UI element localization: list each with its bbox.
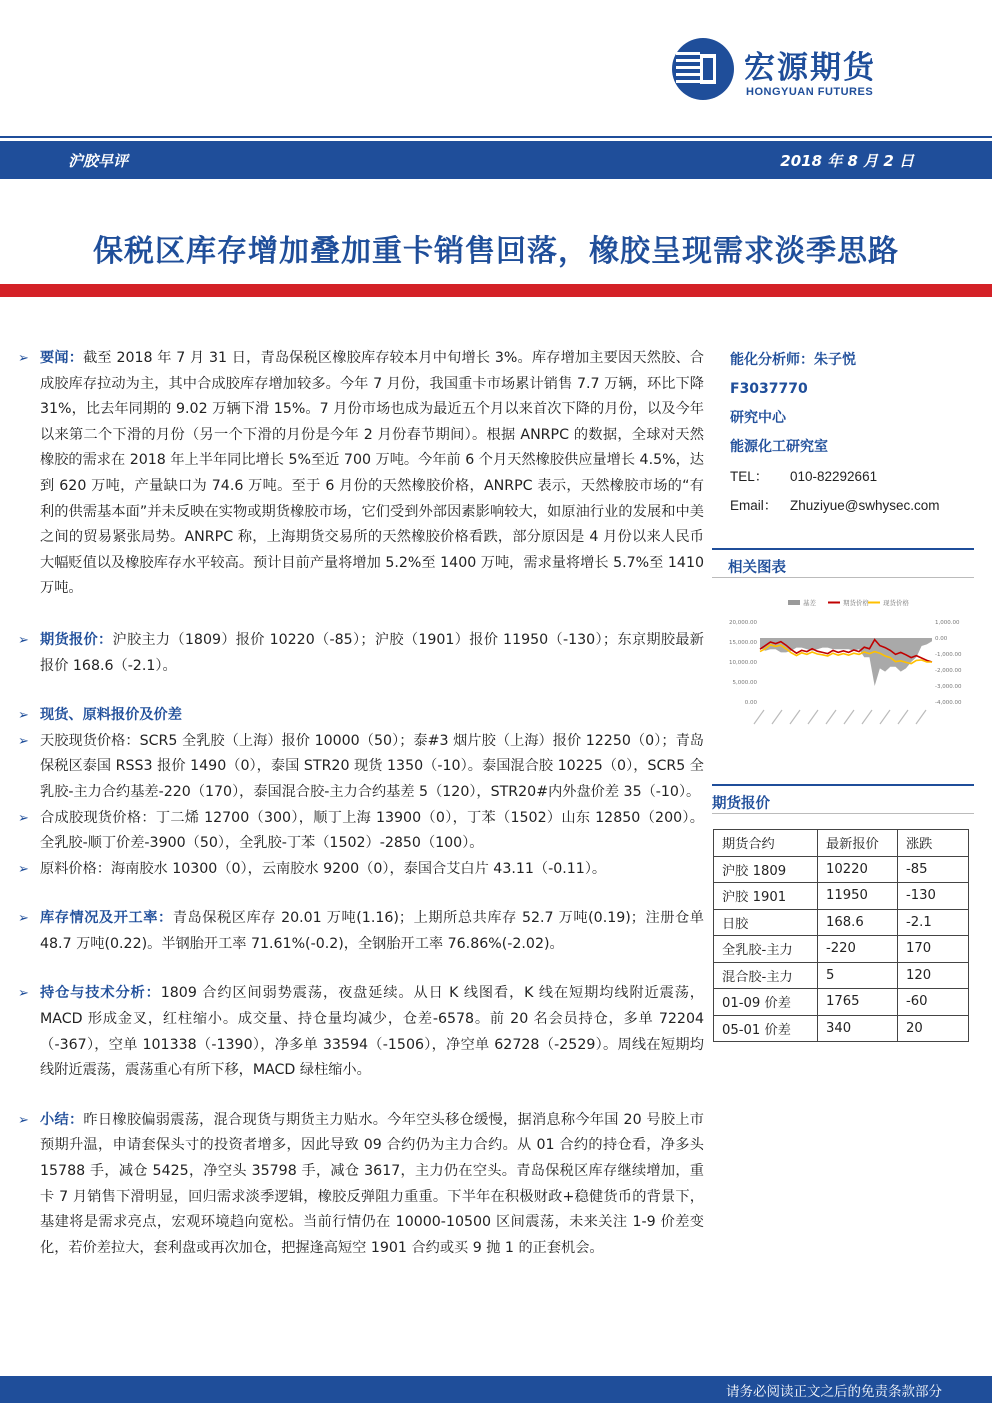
email-key: Email： (730, 498, 778, 513)
table-cell: 01-09 价差 (714, 989, 818, 1016)
y-right-tick-label: -3,000.00 (935, 684, 962, 690)
x-tick-mark (754, 710, 764, 724)
bullet-arrow-icon: ➢ (18, 733, 29, 749)
futures-section (18, 628, 704, 679)
table-cell: -60 (898, 989, 969, 1016)
main-content (18, 346, 704, 1281)
report-category: 沪胶早评 (68, 152, 129, 170)
quotes-heading (712, 784, 974, 814)
table-row (714, 1015, 969, 1042)
x-tick-mark (790, 710, 800, 724)
footer-band (0, 1376, 992, 1403)
table-cell: 日胶 (714, 909, 818, 936)
spot-item-text: 原料价格：海南胶水 10300（0），云南胶水 9200（0），泰国合艾白片 43.11（-0.11）。 (40, 860, 607, 877)
footer-disclaimer: 请务必阅读正文之后的免责条款部分 (726, 1384, 942, 1400)
analyst-info (730, 346, 992, 520)
table-header-cell: 涨跌 (898, 830, 969, 857)
basis-price-chart (718, 592, 980, 764)
y-left-tick-label: 10,000.00 (729, 660, 757, 666)
legend-label: 现货价格 (883, 599, 909, 607)
inventory-text: 青岛保税区库存 20.01 万吨(1.16)；上期所总共库存 52.7 万吨(0.19)；注册仓单 48.7 万吨(0.22)。半钢胎开工率 71.61%(-0.2)，全钢胎开工率 76.86%(-2.02)。 (40, 910, 704, 952)
x-tick-mark (898, 710, 908, 724)
table-row (714, 909, 969, 936)
header-thin-rule (0, 136, 992, 138)
x-tick-mark (844, 710, 854, 724)
y-right-tick-label: 0.00 (935, 636, 948, 642)
y-left-tick-label: 5,000.00 (732, 680, 757, 686)
table-cell: 120 (898, 962, 969, 989)
table-cell: 168.6 (818, 909, 898, 936)
heading-underline (712, 577, 974, 578)
company-logo (670, 36, 920, 108)
spot-item-natural (18, 729, 704, 806)
tel-value: 010-82292661 (790, 469, 878, 484)
table-cell: 沪胶 1901 (714, 883, 818, 910)
y-left-tick-label: 15,000.00 (729, 640, 757, 646)
table-cell: 340 (818, 1015, 898, 1042)
table-cell: 沪胶 1809 (714, 856, 818, 883)
department-energy-chem: 能源化工研究室 (730, 439, 828, 455)
x-tick-mark (808, 710, 818, 724)
position-text: 1809 合约区间弱势震荡，夜盘延续。从日 K 线图看，K 线在短期均线附近震荡，MACD 形成金叉，红柱缩小。成交量、持仓量均减少，仓差-6578。前 20 名会员持仓，多单 72204（-367），空单 101338（-1390），净多单 33594（-1506），净空单 62728（-2529）。周线在短期均线附近震荡，震荡重心有所下移，MACD 绿柱缩小。 (40, 985, 704, 1079)
table-cell: 170 (898, 936, 969, 963)
heading-underline (712, 813, 974, 814)
spot-item-text: 天胶现货价格：SCR5 全乳胶（上海）报价 10000（50）；泰#3 烟片胶（上海）报价 12250（0）；青岛保税区泰国 RSS3 报价 1490（0），泰国 STR20 现货 1350（-10）。泰国混合胶 10225（0），SCR5 全乳胶-主力合约基差-220（170），泰国混合胶-主力合约基差 5（120），STR20#内外盘价差 35（-10）。 (40, 732, 704, 800)
news-text: 截至 2018 年 7 月 31 日，青岛保税区橡胶库存较本月中旬增长 3%。库存增加主要因天然胶、合成胶库存拉动为主，其中合成胶库存增加较多。今年 7 月份，我国重卡市场累计销售 7.7 万辆，环比下降 31%，比去年同期的 9.02 万辆下滑 15%。7 月份市场也成为最近五个月以来首次下降的月份，以及今年以来第二个下滑的月份（另一个下滑的月份是今年 2 月份春节期间）。根据 ANRPC 的数据，全球对天然橡胶的需求在 2018 年上半年同比增长 5%至近 700 万吨。今年前 6 个月天然橡胶供应量增长 4.5%，达到 620 万吨，产量缺口为 74.6 万吨。至于 6 月份的天然橡胶价格，ANRPC 表示，天然橡胶市场的“有利的供需基本面”并未反映在实物或期货橡胶市场，它们受到外部因素影响较大，如原油行业的发展和中美之间的贸易紧张局势。ANRPC 称，上海期货交易所的天然橡胶价格看跌，部分原因是 4 月份以来人民币大幅贬值以及橡胶库存水平较高。预计目前产量将增加 5.2%至 1400 万吨，需求量将增长 5.7%至 1410 万吨。 (40, 350, 704, 597)
bullet-arrow-icon: ➢ (18, 351, 29, 366)
analyst-name: 能化分析师：朱子悦 (730, 352, 856, 368)
analyst-license: F3037770 (730, 381, 808, 397)
email-value[interactable]: Zhuziyue@swhysec.com (790, 498, 940, 513)
table-cell: 20 (898, 1015, 969, 1042)
futures-label: 期货报价： (40, 631, 113, 648)
tel-key: TEL： (730, 469, 769, 484)
bullet-arrow-icon: ➢ (18, 986, 29, 1002)
position-label: 持仓与技术分析： (40, 985, 161, 1002)
table-header-cell: 最新报价 (818, 830, 898, 857)
legend-label: 期货价格 (843, 599, 869, 607)
quotes-table (713, 829, 969, 1042)
table-row (714, 936, 969, 963)
table-cell: -85 (898, 856, 969, 883)
x-tick-mark (772, 710, 782, 724)
bullet-arrow-icon: ➢ (18, 1112, 29, 1128)
bullet-arrow-icon: ➢ (18, 632, 29, 648)
heading-rule (712, 784, 974, 786)
table-header-cell: 期货合约 (714, 830, 818, 857)
logo-english-name: HONGYUAN FUTURES (746, 86, 874, 98)
summary-label: 小结： (40, 1111, 84, 1128)
department-research-center: 研究中心 (730, 410, 786, 426)
bullet-arrow-icon: ➢ (18, 810, 29, 826)
header-band (0, 141, 992, 179)
heading-rule (712, 548, 974, 550)
spot-item-text: 合成胶现货价格：丁二烯 12700（300），顺丁上海 13900（0），丁苯（1502）山东 12850（200）。全乳胶-顺丁价差-3900（50），全乳胶-丁苯（1502）-2850（100）。 (40, 809, 704, 852)
table-row (714, 989, 969, 1016)
table-cell: 10220 (818, 856, 898, 883)
y-right-tick-label: -2,000.00 (935, 668, 962, 674)
y-left-tick-label: 0.00 (744, 700, 757, 706)
bullet-arrow-icon: ➢ (18, 911, 29, 927)
spot-item-raw (18, 857, 704, 883)
y-right-tick-label: 1,000.00 (935, 620, 960, 626)
spot-label: 现货、原料报价及价差 (40, 707, 182, 724)
logo-mark-icon (670, 36, 736, 102)
table-cell: 全乳胶-主力 (714, 936, 818, 963)
x-tick-mark (916, 710, 926, 724)
inventory-section (18, 906, 704, 957)
news-label: 要闻： (40, 350, 84, 366)
table-cell: 5 (818, 962, 898, 989)
table-row (714, 856, 969, 883)
table-cell: 11950 (818, 883, 898, 910)
table-cell: 1765 (818, 989, 898, 1016)
news-section (18, 346, 704, 602)
futures-text: 沪胶主力（1809）报价 10220（-85）；沪胶（1901）报价 11950（-130）；东京期胶最新报价 168.6（-2.1）。 (40, 631, 704, 674)
table-cell: 05-01 价差 (714, 1015, 818, 1042)
report-title: 保税区库存增加叠加重卡销售回落，橡胶呈现需求淡季思路 (93, 234, 899, 269)
y-left-tick-label: 20,000.00 (729, 620, 757, 626)
spot-item-synthetic (18, 806, 704, 857)
charts-heading (712, 548, 974, 578)
summary-text: 昨日橡胶偏弱震荡，混合现货与期货主力贴水。今年空头移仓缓慢，据消息称今年国 20 号胶上市预期升温，申请套保头寸的投资者增多，因此导致 09 合约仍为主力合约。从 01 合约的持仓看，净多头 15788 手，减仓 5425，净空头 35798 手，减仓 3617，主力仍在空头。青岛保税区库存继续增加，重卡 7 月销售下滑明显，回归需求淡季逻辑，橡胶反弹阻力重重。下半年在积极财政+稳健货币的背景下，基建将是需求亮点，宏观环境趋向宽松。当前行情仍在 10000-10500 区间震荡，未来关注 1-9 价差变化，若价差拉大，套利盘或再次加仓，把握逢高短空 1901 合约或买 9 抛 1 的正套机会。 (40, 1111, 704, 1256)
charts-heading-text: 相关图表 (728, 560, 786, 576)
logo-chinese-name: 宏源期货 (744, 50, 876, 86)
analyst-tel (730, 462, 992, 491)
bullet-arrow-icon: ➢ (18, 861, 29, 877)
analyst-email (730, 491, 992, 520)
table-header-row (714, 830, 969, 857)
table-cell: -130 (898, 883, 969, 910)
y-right-tick-label: -1,000.00 (935, 652, 962, 658)
report-date: 2018 年 8 月 2 日 (780, 152, 914, 170)
bullet-arrow-icon: ➢ (18, 708, 29, 724)
x-tick-mark (826, 710, 836, 724)
table-cell: -2.1 (898, 909, 969, 936)
legend-label: 基差 (803, 599, 816, 607)
title-red-rule (0, 284, 992, 297)
y-right-tick-label: -4,000.00 (935, 700, 962, 706)
table-cell: -220 (818, 936, 898, 963)
summary-section (18, 1108, 704, 1262)
position-section (18, 981, 704, 1083)
spot-heading (18, 703, 704, 729)
x-tick-mark (862, 710, 872, 724)
table-row (714, 962, 969, 989)
table-row (714, 883, 969, 910)
quotes-heading-text: 期货报价 (712, 796, 770, 812)
x-tick-mark (880, 710, 890, 724)
legend-swatch (788, 600, 800, 605)
inventory-label: 库存情况及开工率： (40, 910, 173, 927)
table-cell: 混合胶-主力 (714, 962, 818, 989)
